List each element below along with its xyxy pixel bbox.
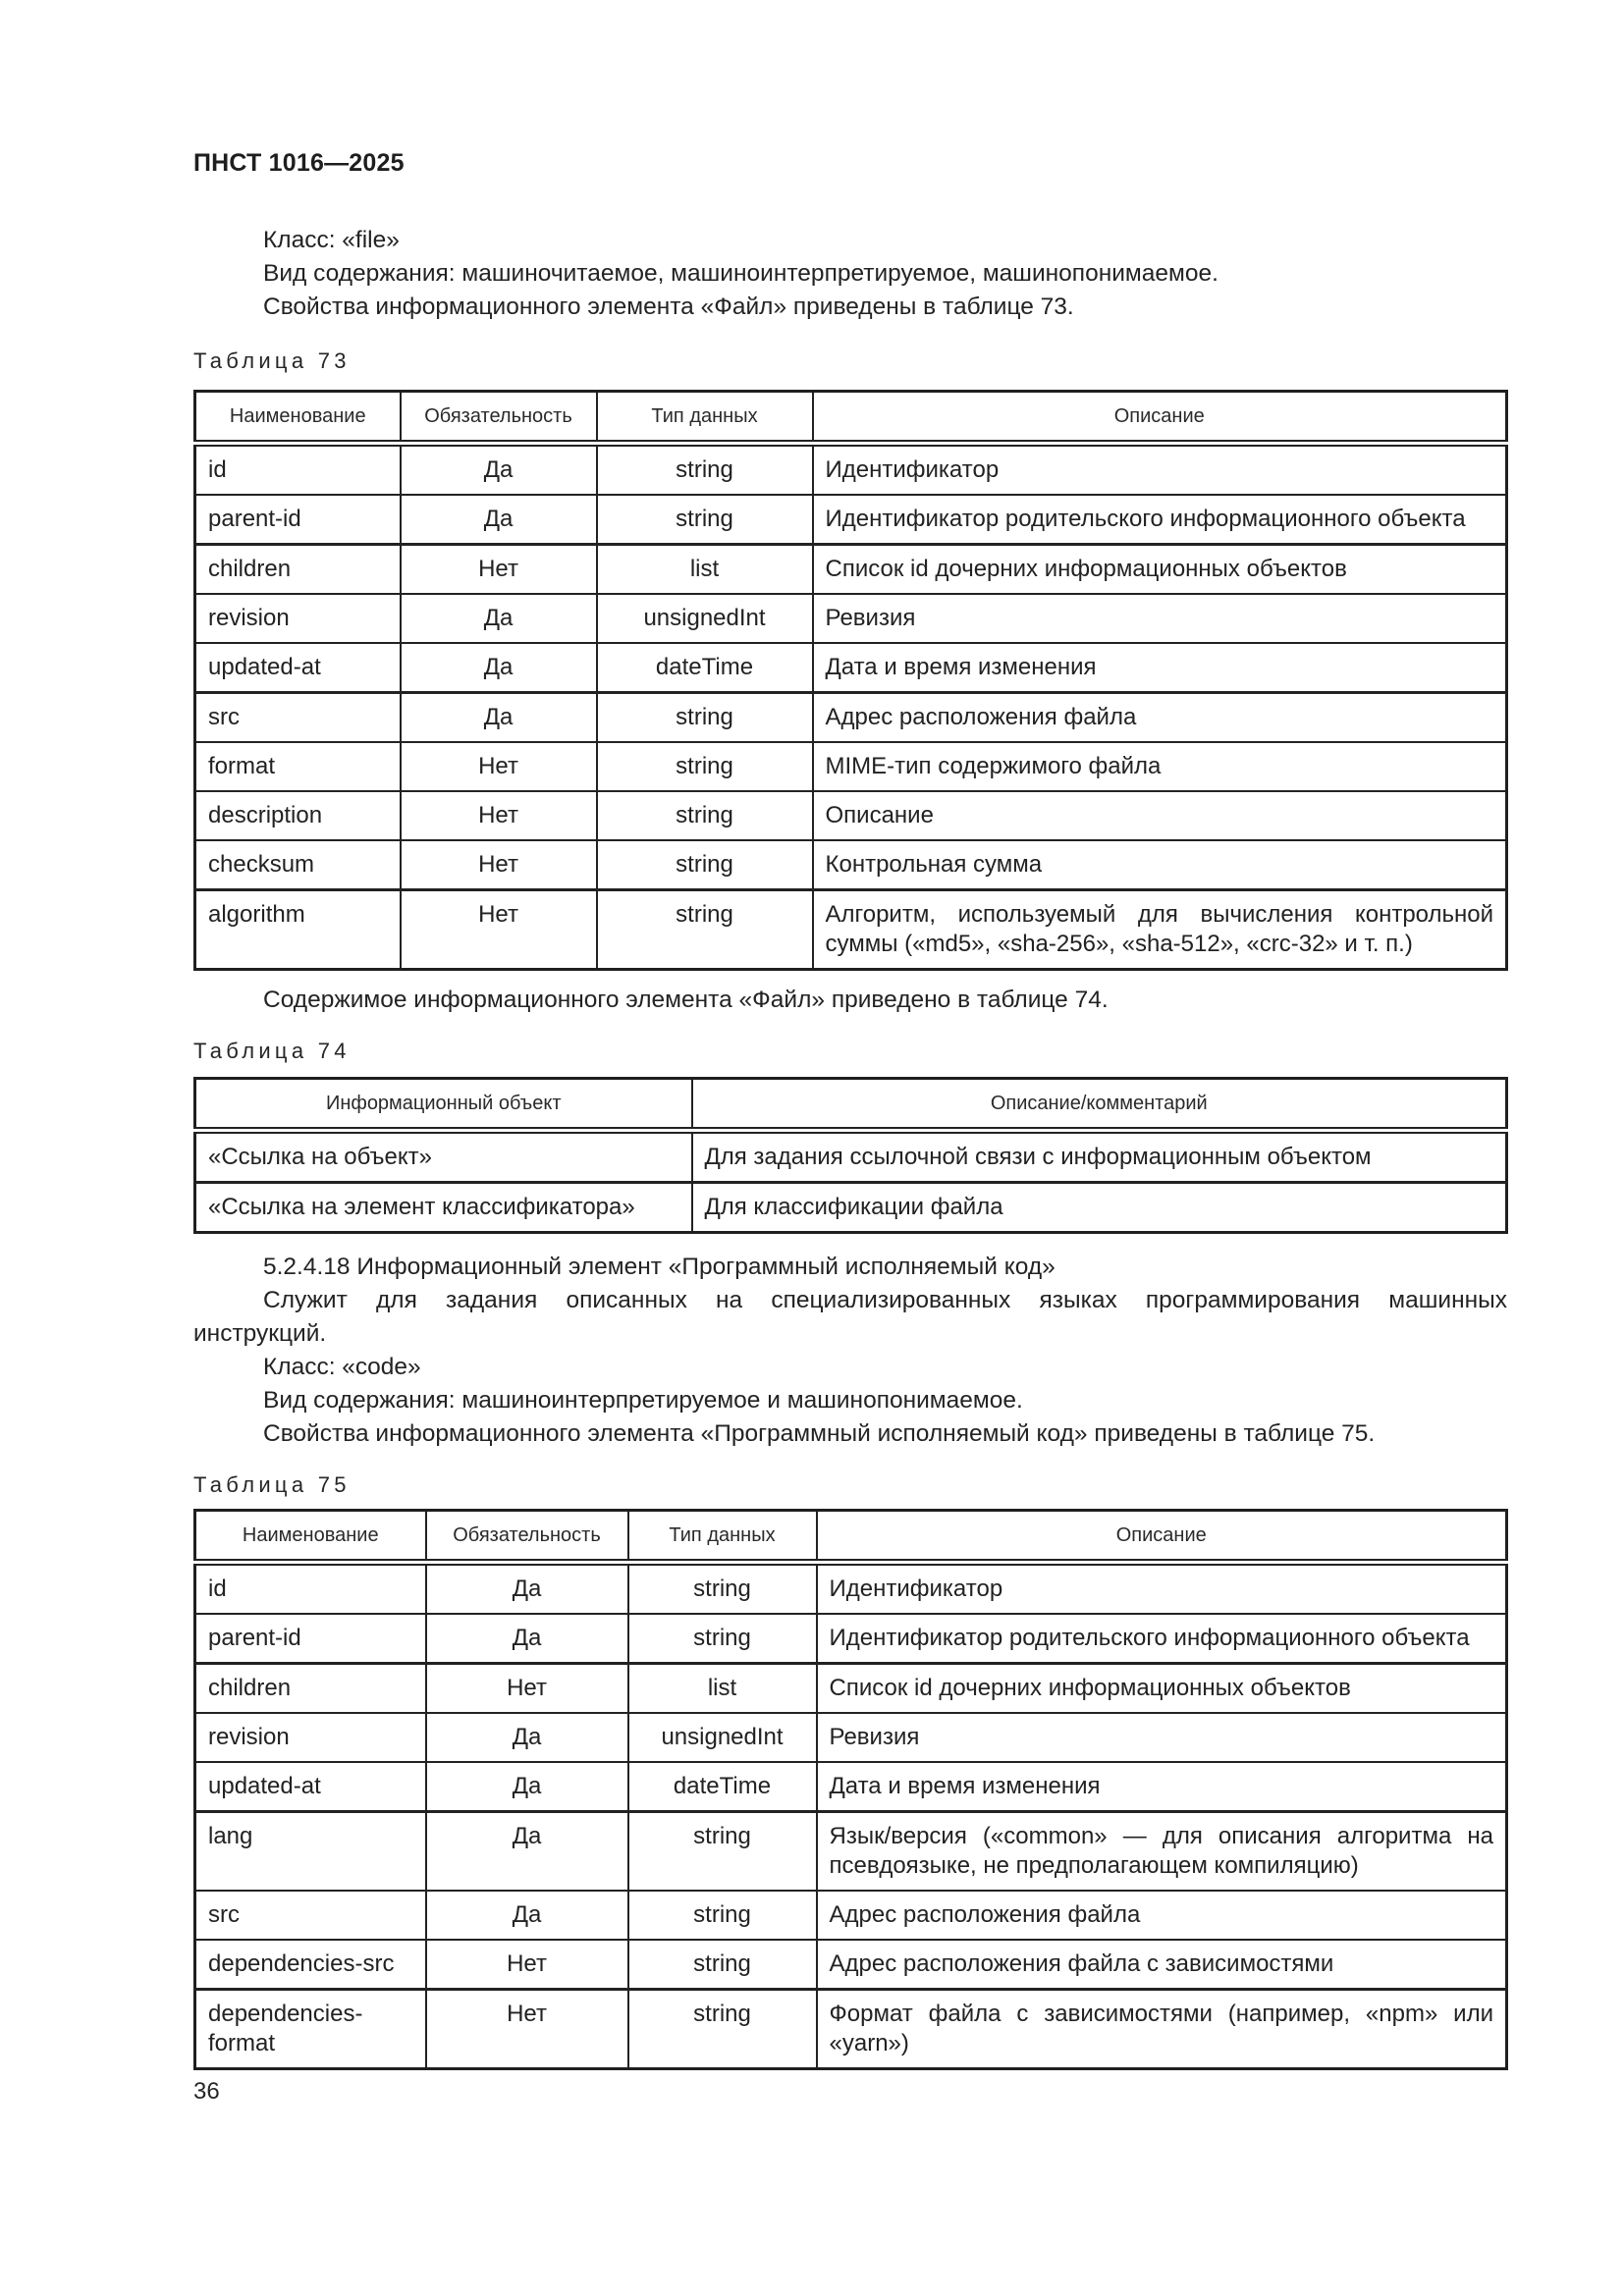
table-74-ref-line: Содержимое информационного элемента «Файл» приведено в таблице 74. <box>263 987 1109 1013</box>
cell-description: Список id дочерних информационных объектов <box>813 545 1507 595</box>
cell-type: string <box>597 890 813 970</box>
cell-required: Нет <box>426 1664 628 1714</box>
cell-name: children <box>195 1664 426 1714</box>
cell-name: src <box>195 693 401 743</box>
table-row <box>195 840 1507 890</box>
class-line: Класс: «file» <box>263 227 400 253</box>
table-row <box>195 1762 1507 1812</box>
cell-description: MIME-тип содержимого файла <box>813 742 1507 791</box>
table-row <box>195 1990 1507 2069</box>
cell-type: string <box>597 495 813 545</box>
cell-type: string <box>597 444 813 496</box>
properties-ref-line: Свойства информационного элемента «Файл» приведены в таблице 73. <box>263 294 1074 320</box>
cell-description: Формат файла с зависимостями (например, «npm» или «yarn») <box>817 1990 1507 2069</box>
cell-required: Да <box>426 1891 628 1940</box>
cell-type: string <box>597 693 813 743</box>
table-header-row <box>195 1079 1507 1131</box>
cell-required: Да <box>426 1563 628 1615</box>
cell-type: string <box>628 1563 817 1615</box>
col-header-description: Описание <box>813 392 1507 444</box>
cell-description: Контрольная сумма <box>813 840 1507 890</box>
table-73-caption: Таблица 73 <box>193 348 351 373</box>
cell-type: string <box>597 742 813 791</box>
cell-required: Нет <box>401 890 597 970</box>
table-row <box>195 742 1507 791</box>
cell-required: Да <box>401 594 597 643</box>
cell-type: string <box>628 1891 817 1940</box>
cell-name: id <box>195 1563 426 1615</box>
cell-type: string <box>628 1812 817 1892</box>
cell-required: Да <box>401 693 597 743</box>
cell-name: revision <box>195 594 401 643</box>
cell-description: Дата и время изменения <box>817 1762 1507 1812</box>
table-row <box>195 1812 1507 1892</box>
table-row <box>195 693 1507 743</box>
cell-required: Нет <box>426 1940 628 1990</box>
table-row <box>195 643 1507 693</box>
cell-name: parent-id <box>195 1614 426 1664</box>
cell-type: string <box>597 840 813 890</box>
page-number: 36 <box>193 2078 220 2105</box>
cell-required: Нет <box>401 840 597 890</box>
table-row <box>195 1664 1507 1714</box>
section-content-kind-line: Вид содержания: машиноинтерпретируемое и машинопонимаемое. <box>263 1387 1023 1414</box>
section-5-2-4-18 <box>193 1251 1507 1451</box>
cell-type: dateTime <box>597 643 813 693</box>
cell-description: Адрес расположения файла <box>813 693 1507 743</box>
cell-description: Адрес расположения файла <box>817 1891 1507 1940</box>
col-header-comment: Описание/комментарий <box>692 1079 1507 1131</box>
cell-required: Нет <box>401 791 597 840</box>
content-kind-line: Вид содержания: машиночитаемое, машиноинтерпретируемое, машинопонимаемое. <box>263 260 1218 287</box>
col-header-type: Тип данных <box>628 1511 817 1563</box>
cell-name: dependencies-format <box>195 1990 426 2069</box>
cell-required: Нет <box>426 1990 628 2069</box>
document-code-header: ПНСТ 1016—2025 <box>193 149 405 177</box>
table-header-row <box>195 392 1507 444</box>
table-row <box>195 545 1507 595</box>
cell-required: Да <box>401 444 597 496</box>
cell-type: list <box>597 545 813 595</box>
cell-required: Да <box>426 1614 628 1664</box>
cell-description: Язык/версия («common» — для описания алгоритма на псевдоязыке, не предполагающем компиляцию) <box>817 1812 1507 1892</box>
cell-name: updated-at <box>195 643 401 693</box>
table-74 <box>193 1077 1508 1234</box>
cell-comment: Для задания ссылочной связи с информационным объектом <box>692 1131 1507 1183</box>
table-73 <box>193 390 1508 971</box>
cell-type: unsignedInt <box>597 594 813 643</box>
cell-name: parent-id <box>195 495 401 545</box>
cell-name: format <box>195 742 401 791</box>
cell-name: algorithm <box>195 890 401 970</box>
section-heading: 5.2.4.18 Информационный элемент «Программный исполняемый код» <box>263 1254 1056 1280</box>
cell-required: Да <box>426 1762 628 1812</box>
cell-name: children <box>195 545 401 595</box>
table-row <box>195 1183 1507 1233</box>
cell-description: Ревизия <box>813 594 1507 643</box>
cell-description: Ревизия <box>817 1713 1507 1762</box>
cell-name: description <box>195 791 401 840</box>
table-row <box>195 1891 1507 1940</box>
cell-required: Да <box>426 1812 628 1892</box>
col-header-info-object: Информационный объект <box>195 1079 692 1131</box>
cell-name: dependencies-src <box>195 1940 426 1990</box>
table-row <box>195 890 1507 970</box>
table-row <box>195 1614 1507 1664</box>
cell-comment: Для классификации файла <box>692 1183 1507 1233</box>
cell-required: Да <box>426 1713 628 1762</box>
table-row <box>195 1713 1507 1762</box>
col-header-name: Наименование <box>195 392 401 444</box>
cell-name: src <box>195 1891 426 1940</box>
cell-description: Описание <box>813 791 1507 840</box>
intro-paragraph <box>193 224 1507 324</box>
cell-required: Да <box>401 495 597 545</box>
col-header-name: Наименование <box>195 1511 426 1563</box>
cell-type: string <box>628 1990 817 2069</box>
cell-description: Идентификатор родительского информационного объекта <box>817 1614 1507 1664</box>
cell-required: Нет <box>401 742 597 791</box>
cell-type: list <box>628 1664 817 1714</box>
cell-description: Идентификатор родительского информационного объекта <box>813 495 1507 545</box>
cell-description: Адрес расположения файла с зависимостями <box>817 1940 1507 1990</box>
table-row <box>195 791 1507 840</box>
cell-name: checksum <box>195 840 401 890</box>
table-75 <box>193 1509 1508 2070</box>
table-row <box>195 594 1507 643</box>
cell-type: string <box>597 791 813 840</box>
cell-description: Список id дочерних информационных объектов <box>817 1664 1507 1714</box>
cell-name: id <box>195 444 401 496</box>
col-header-required: Обязательность <box>401 392 597 444</box>
cell-required: Нет <box>401 545 597 595</box>
table-row <box>195 444 1507 496</box>
section-purpose-line-1: Служит для задания описанных на специализированных языках программирования машинных <box>263 1287 1507 1313</box>
table-74-caption: Таблица 74 <box>193 1039 351 1063</box>
cell-type: string <box>628 1940 817 1990</box>
cell-required: Да <box>401 643 597 693</box>
cell-name: revision <box>195 1713 426 1762</box>
table-75-caption: Таблица 75 <box>193 1472 351 1497</box>
section-props-ref-line: Свойства информационного элемента «Программный исполняемый код» приведены в таблице 75. <box>263 1420 1376 1447</box>
section-purpose-line-2: инструкций. <box>193 1320 327 1347</box>
col-header-required: Обязательность <box>426 1511 628 1563</box>
table-row <box>195 1940 1507 1990</box>
section-class-line: Класс: «code» <box>263 1354 421 1380</box>
cell-name: lang <box>195 1812 426 1892</box>
cell-type: dateTime <box>628 1762 817 1812</box>
col-header-type: Тип данных <box>597 392 813 444</box>
cell-info-object: «Ссылка на элемент классификатора» <box>195 1183 692 1233</box>
cell-description: Дата и время изменения <box>813 643 1507 693</box>
table-74-intro <box>193 984 1507 1017</box>
cell-description: Идентификатор <box>817 1563 1507 1615</box>
table-row <box>195 1131 1507 1183</box>
cell-name: updated-at <box>195 1762 426 1812</box>
cell-description: Идентификатор <box>813 444 1507 496</box>
cell-type: unsignedInt <box>628 1713 817 1762</box>
col-header-description: Описание <box>817 1511 1507 1563</box>
cell-type: string <box>628 1614 817 1664</box>
table-row <box>195 495 1507 545</box>
cell-info-object: «Ссылка на объект» <box>195 1131 692 1183</box>
cell-description: Алгоритм, используемый для вычисления контрольной суммы («md5», «sha-256», «sha-512», «crc-32» и т. п.) <box>813 890 1507 970</box>
table-row <box>195 1563 1507 1615</box>
table-header-row <box>195 1511 1507 1563</box>
